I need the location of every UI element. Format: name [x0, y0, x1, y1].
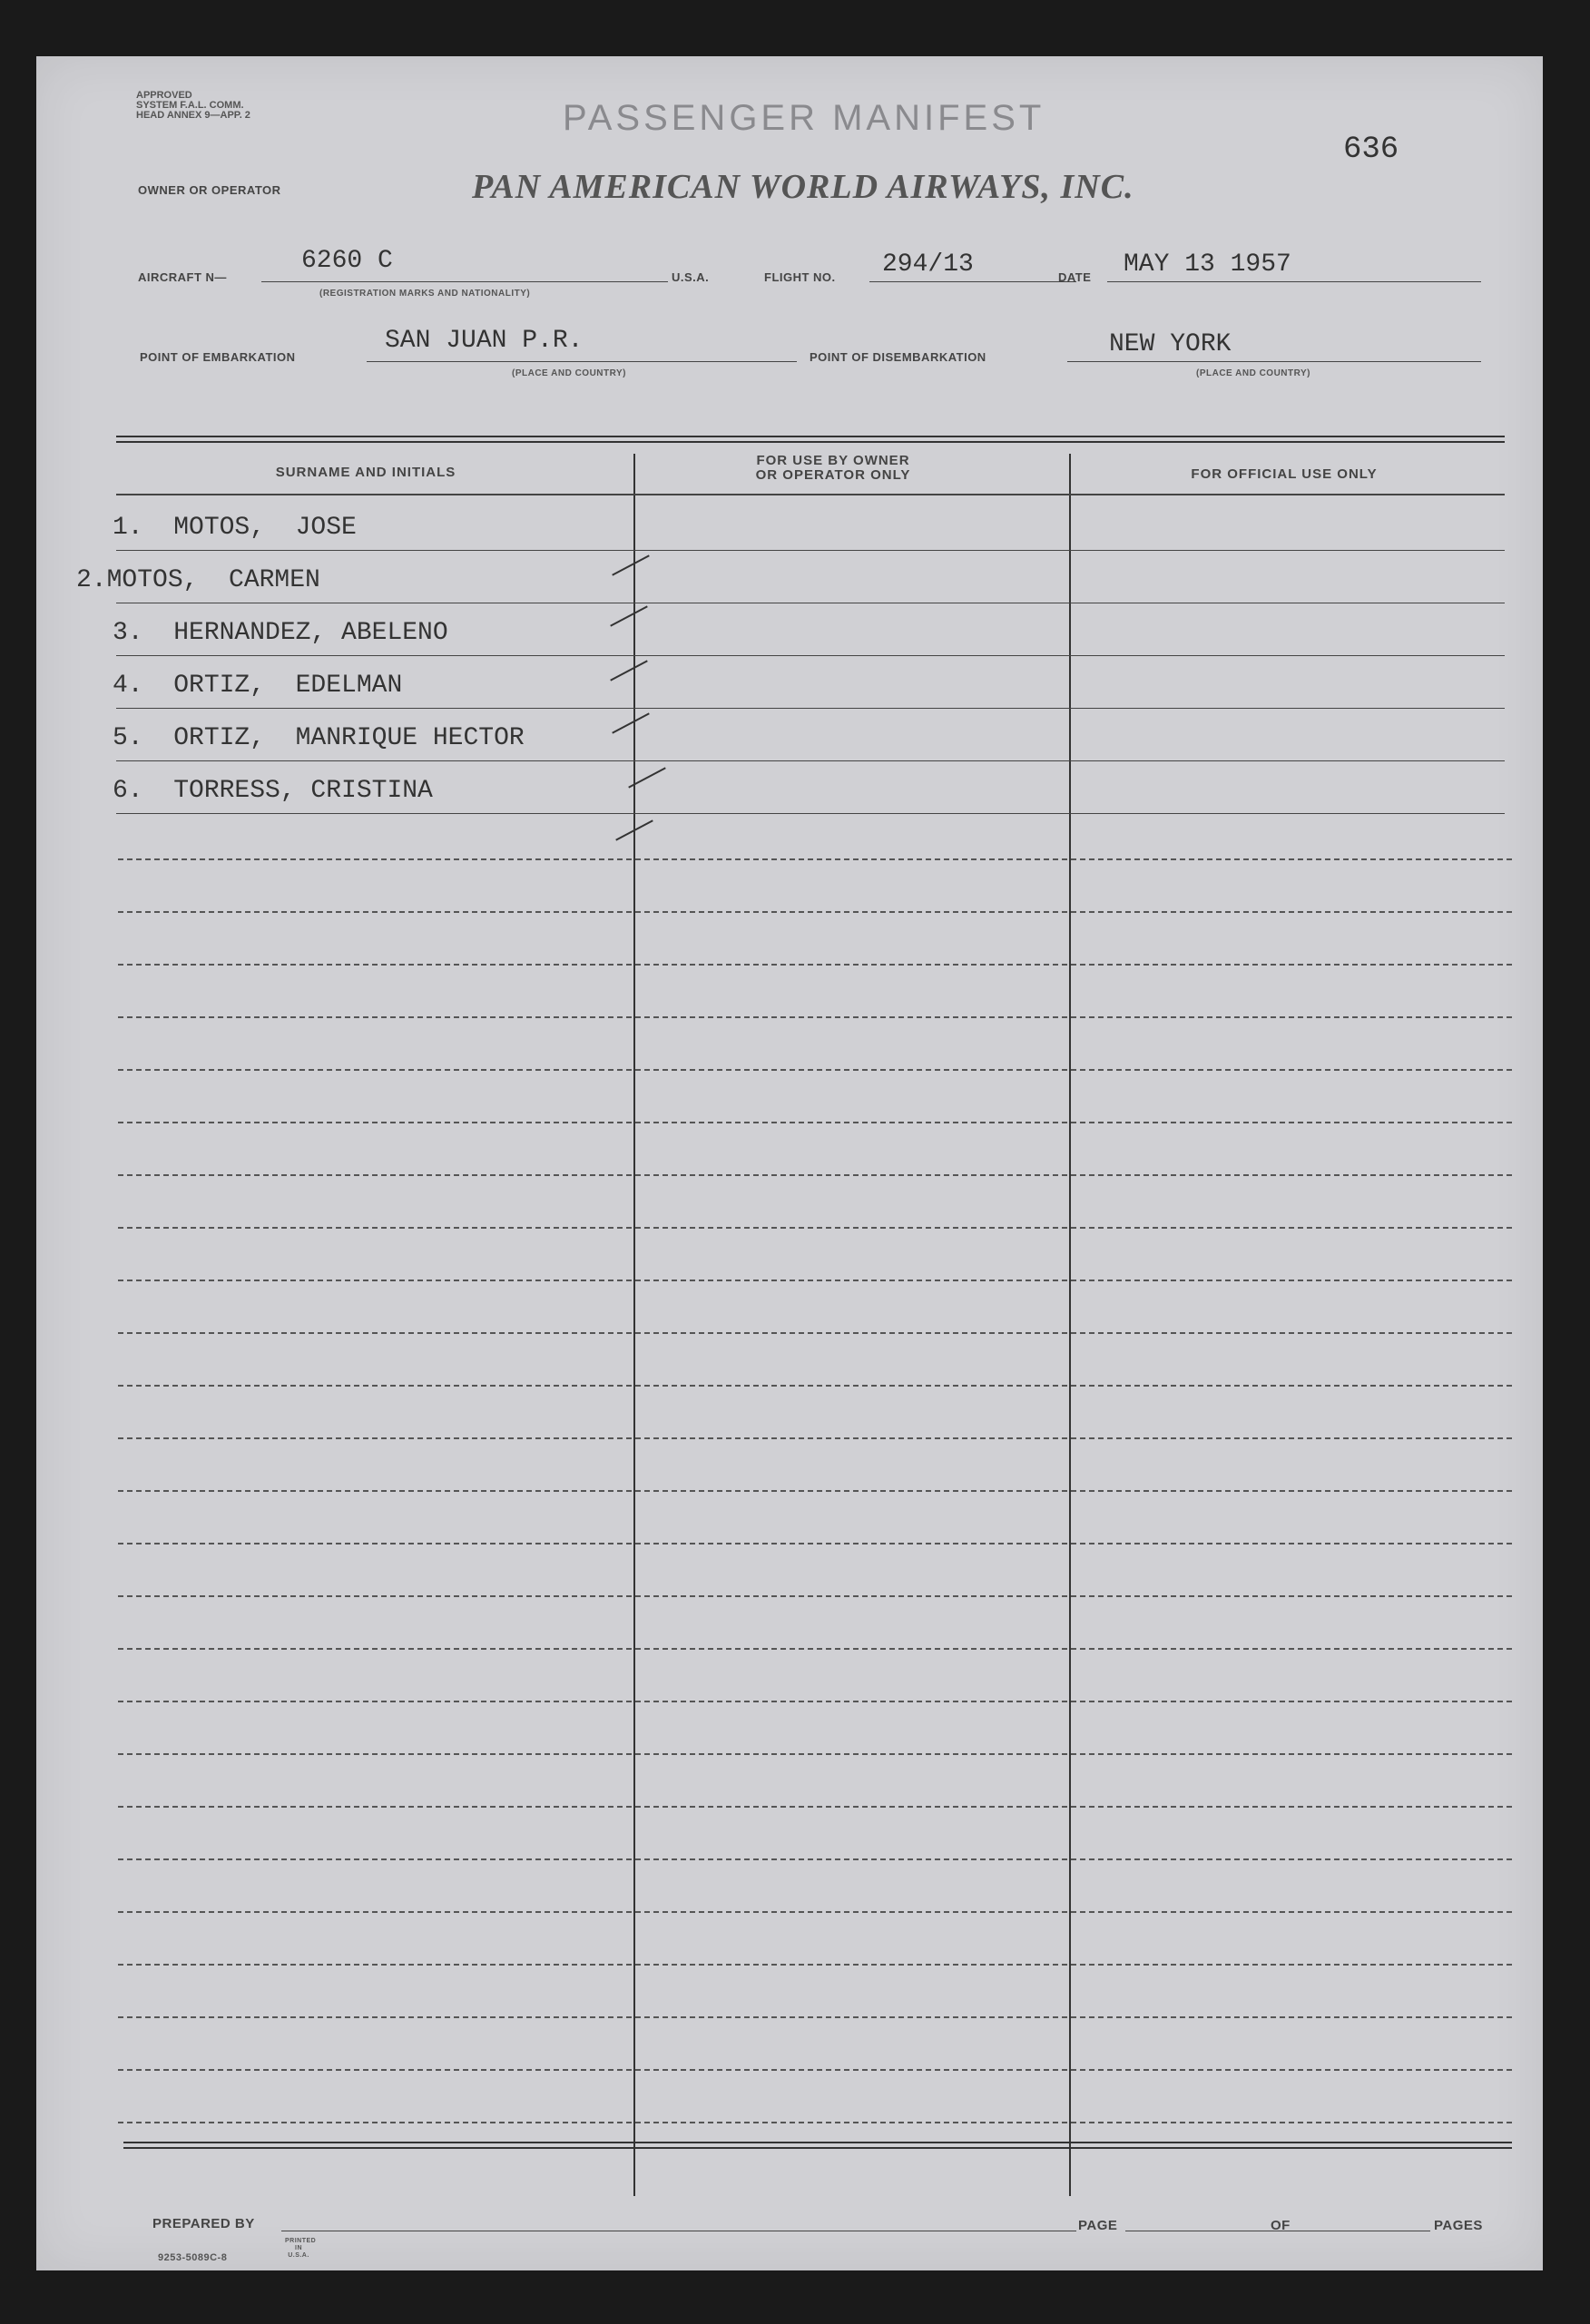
approval-line-2: SYSTEM F.A.L. COMM. [136, 100, 244, 111]
table-top-rule-2 [116, 441, 1505, 443]
date-value: MAY 13 1957 [1124, 250, 1291, 279]
blank-row-line [118, 1806, 1512, 1808]
blank-row-line [118, 1911, 1512, 1913]
blank-row-line [118, 1016, 1512, 1018]
embarkation-underline [367, 361, 797, 362]
of-label: OF [1271, 2218, 1291, 2233]
blank-row-line [118, 1122, 1512, 1123]
column-divider-1 [633, 454, 635, 2196]
blank-row-line [118, 1648, 1512, 1650]
passenger-entry-1: 1. MOTOS, JOSE [113, 514, 357, 542]
embarkation-label: POINT OF EMBARKATION [140, 350, 296, 364]
blank-row-line [118, 1701, 1512, 1702]
aircraft-number: 6260 C [301, 247, 393, 275]
flight-number: 294/13 [882, 250, 974, 279]
surname-column-header: SURNAME AND INITIALS [275, 465, 456, 480]
blank-row-line [118, 911, 1512, 913]
aircraft-underline [261, 281, 668, 282]
table-top-rule [116, 436, 1505, 437]
blank-row-line [118, 964, 1512, 966]
passenger-entry-5: 5. ORTIZ, MANRIQUE HECTOR [113, 724, 525, 752]
airline-name: PAN AMERICAN WORLD AIRWAYS, INC. [472, 168, 1134, 206]
blank-row-line [118, 1332, 1512, 1334]
check-mark-3 [610, 660, 648, 681]
owner-use-header-line-2: OR OPERATOR ONLY [755, 467, 911, 483]
passenger-entry-3: 3. HERNANDEZ, ABELENO [113, 619, 448, 647]
passenger-entry-6: 6. TORRESS, CRISTINA [113, 777, 433, 805]
blank-row-line [118, 1753, 1512, 1755]
blank-row-line [118, 1174, 1512, 1176]
embarkation-place: SAN JUAN P.R. [385, 327, 584, 355]
form-number: 9253-5089C-8 [158, 2252, 228, 2263]
manifest-sheet [36, 56, 1543, 2270]
blank-row-line [118, 1437, 1512, 1439]
embarkation-note: (PLACE AND COUNTRY) [512, 368, 626, 378]
row-line [116, 760, 1505, 761]
disembarkation-place: NEW YORK [1109, 330, 1232, 358]
owner-label: OWNER OR OPERATOR [138, 183, 281, 197]
blank-row-line [118, 2122, 1512, 2123]
official-use-column-header: FOR OFFICIAL USE ONLY [1191, 466, 1378, 482]
blank-row-line [118, 1595, 1512, 1597]
disembarkation-label: POINT OF DISEMBARKATION [810, 350, 986, 364]
registration-note: (REGISTRATION MARKS AND NATIONALITY) [319, 289, 531, 299]
blank-row-line [118, 1543, 1512, 1544]
passenger-entry-2: 2.MOTOS, CARMEN [76, 566, 320, 594]
usa-label: U.S.A. [672, 270, 710, 284]
blank-row-line [118, 1964, 1512, 1966]
blank-row-line [118, 2016, 1512, 2018]
row-line [116, 655, 1505, 656]
blank-row-line [118, 2069, 1512, 2071]
disembarkation-underline [1067, 361, 1481, 362]
page-title: PASSENGER MANIFEST [563, 98, 1045, 138]
blank-row-line [118, 1069, 1512, 1071]
passenger-entry-4: 4. ORTIZ, EDELMAN [113, 672, 403, 700]
aircraft-label: AIRCRAFT N— [138, 270, 227, 284]
approval-line-1: APPROVED [136, 90, 192, 101]
blank-row-line [118, 1227, 1512, 1229]
row-line [116, 550, 1505, 551]
check-mark-2 [610, 605, 648, 626]
approval-stamp [136, 91, 250, 121]
prepared-by-label: PREPARED BY [152, 2216, 255, 2231]
header-underline [116, 494, 1505, 495]
disembarkation-note: (PLACE AND COUNTRY) [1196, 368, 1310, 378]
flight-label: FLIGHT NO. [764, 270, 836, 284]
blank-row-line [118, 1490, 1512, 1492]
row-line [116, 708, 1505, 709]
table-bottom-rule [123, 2142, 1512, 2143]
date-label: DATE [1058, 270, 1092, 284]
blank-row-line [118, 1858, 1512, 1860]
blank-row-line [118, 858, 1512, 860]
blank-row-line [118, 1385, 1512, 1387]
approval-line-3: HEAD ANNEX 9—APP. 2 [136, 110, 250, 121]
owner-use-header-line-1: FOR USE BY OWNER [756, 453, 910, 468]
owner-use-column-header [624, 454, 1042, 483]
check-mark-1 [612, 554, 650, 575]
page-number: 636 [1343, 132, 1399, 167]
page-label: PAGE [1078, 2218, 1118, 2233]
column-divider-2 [1069, 454, 1071, 2196]
table-bottom-rule-2 [123, 2147, 1512, 2149]
row-line [116, 813, 1505, 814]
date-underline [1107, 281, 1481, 282]
pages-label: PAGES [1434, 2218, 1483, 2233]
blank-row-line [118, 1280, 1512, 1281]
check-mark-4 [612, 712, 650, 733]
flight-underline [869, 281, 1076, 282]
printed-in-mark: PRINTED IN U.S.A. [285, 2238, 317, 2259]
